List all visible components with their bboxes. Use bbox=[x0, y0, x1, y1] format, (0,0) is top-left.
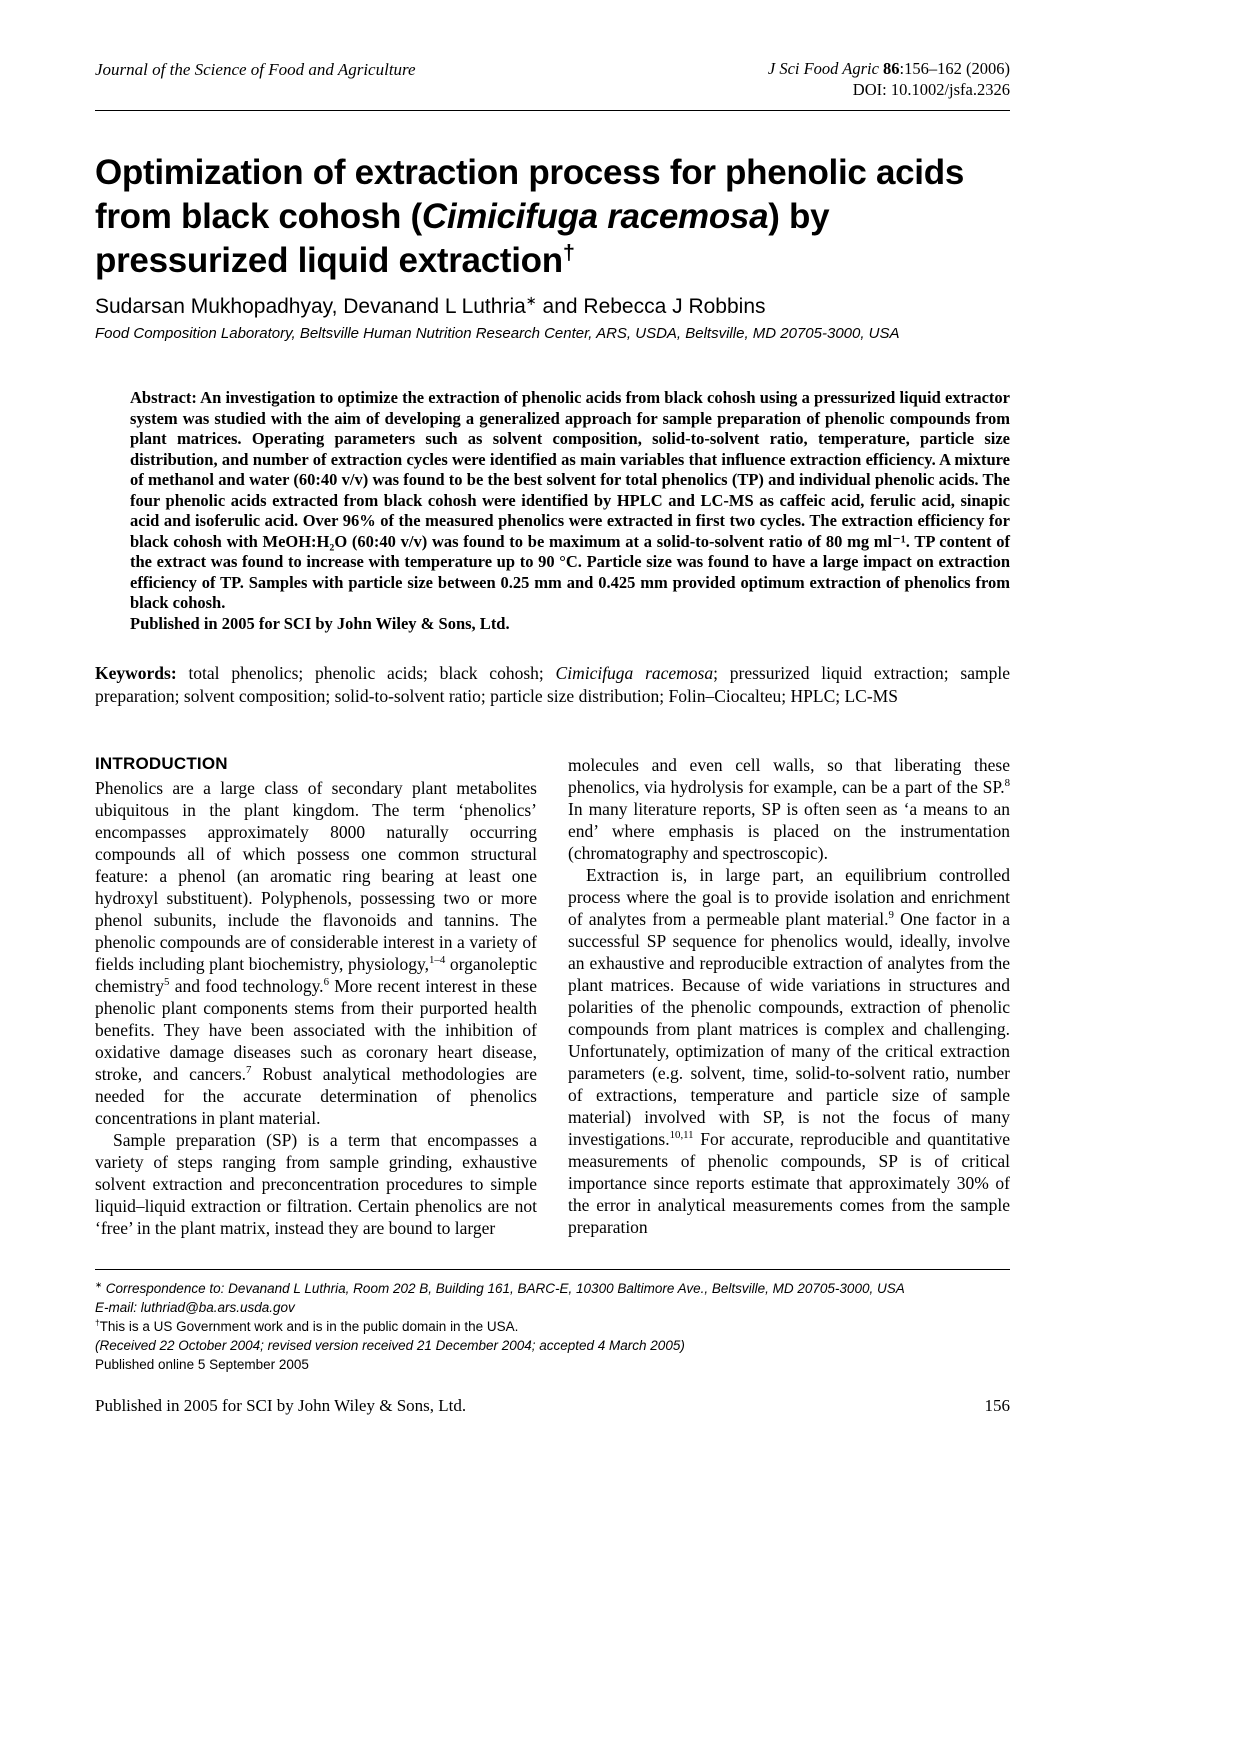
paragraph: Extraction is, in large part, an equilibrium controlled process where the goal is to provide isolation and enrichment of analytes from a permeable plant material.$^9$ One factor in a successful SP sequence for phenolics would, ideally, involve an exhaustive and reproducible extraction of analytes from the plant matrices. Because of wide variations in structures and polarities of the phenolic compounds, extraction of phenolic compounds from plant matrices is complex and challenging. Unfortunately, optimization of many of the critical extraction parameters (e.g. solvent, time, solid-to-solvent ratio, number of extractions, temperature and particle size of sample material) involved with SP, is not the focus of many investigations.$^{10,11}$ For accurate, reproducible and quantitative measurements of phenolic compounds, SP is of critical importance since reports estimate that approximately 30% of the error in analytical measurements comes from the sample preparation bbox=[568, 865, 1010, 1237]
keywords: Keywords: total phenolics; phenolic acids; black cohosh; Cimicifuga racemosa; pressurized liquid extraction; sample preparation; solvent composition; solid-to-solvent ratio; particle size distribution; Folin–Ciocalteu; HPLC; LC-MS bbox=[95, 663, 1010, 706]
abstract bbox=[130, 388, 1010, 634]
publisher-line: Published in 2005 for SCI by John Wiley & Sons, Ltd. bbox=[95, 1396, 467, 1415]
page-number: 156 bbox=[984, 1396, 1010, 1415]
introduction-section bbox=[95, 754, 1010, 1239]
abstract-text: Abstract: An investigation to optimize the extraction of phenolic acids from black cohosh using a pressurized liquid extractor system was studied with the aim of developing a generalized approach for sample preparation of phenolic compounds from plant matrices. Operating parameters such as solvent composition, solid-to-solvent ratio, temperature, particle size distribution, and number of extraction cycles were identified as main variables that influence extraction efficiency. A mixture of methanol and water (60:40 v/v) was found to be the best solvent for total phenolics (TP) and individual phenolic acids. The four phenolic acids extracted from black cohosh were identified by HPLC and LC-MS as caffeic acid, ferulic acid, sinapic acid and isoferulic acid. Over 96% of the measured phenolics were extracted in first two cycles. The extraction efficiency for black cohosh with MeOH:H₂O (60:40 v/v) was found to be maximum at a solid-to-solvent ratio of 80 mg ml⁻¹. TP content of the extract was found to increase with temperature up to 90 °C. Particle size was found to have a large impact on extraction efficiency of TP. Samples with particle size between 0.25 mm and 0.425 mm provided optimum extraction of phenolics from black cohosh. bbox=[130, 388, 1010, 612]
doi: DOI: 10.1002/jsfa.2326 bbox=[852, 80, 1010, 99]
footnotes bbox=[95, 1279, 1010, 1374]
footnote-divider bbox=[95, 1269, 1010, 1270]
paragraph: molecules and even cell walls, so that liberating these phenolics, via hydrolysis for example, can be a part of the SP.$^8$ In many literature reports, SP is often seen as ‘a means to an end’ where emphasis is placed on the instrumentation (chromatography and spectroscopic). bbox=[568, 755, 1010, 863]
citation-block bbox=[768, 58, 1010, 100]
email-note: E-mail: luthriad@ba.ars.usda.gov bbox=[95, 1300, 295, 1315]
page bbox=[95, 0, 1010, 1416]
paragraph: Phenolics are a large class of secondary plant metabolites ubiquitous in the plant kingdom. The term ‘phenolics’ encompasses approximately 8000 naturally occurring compounds all of which possess one common structural feature: a phenol (an aromatic ring bearing at least one hydroxyl substituent). Polyphenols, possessing two or more phenol subunits, include the flavonoids and tannins. The phenolic compounds are of considerable interest in a variety of fields including plant biochemistry, physiology,$^{1-4}$ organoleptic chemistry$^5$ and food technology.$^6$ More recent interest in these phenolic plant components stems from their purported health benefits. They have been associated with the inhibition of oxidative damage diseases such as coronary heart disease, stroke, and cancers.$^7$ Robust analytical methodologies are needed for the accurate determination of phenolics concentrations in plant material. bbox=[95, 778, 537, 1128]
column-right bbox=[568, 754, 1010, 1239]
article-title: Optimization of extraction process for phenolic acids from black cohosh (Cimicifuga racemosa) by pressurized liquid extraction† bbox=[95, 153, 964, 280]
published-online-note: Published online 5 September 2005 bbox=[95, 1357, 309, 1372]
paragraph: Sample preparation (SP) is a term that encompasses a variety of steps ranging from sample grinding, exhaustive solvent extraction and preconcentration procedures to simple liquid–liquid extraction or filtration. Certain phenolics are not ‘free’ in the plant matrix, instead they are bound to larger bbox=[95, 1130, 537, 1238]
citation: J Sci Food Agric 86:156–162 (2006) bbox=[767, 59, 1010, 78]
page-footer bbox=[95, 1396, 1010, 1416]
affiliation: Food Composition Laboratory, Beltsville Human Nutrition Research Center, ARS, USDA, Beltsville, MD 20705-3000, USA bbox=[95, 325, 900, 342]
abstract-published-line: Published in 2005 for SCI by John Wiley & Sons, Ltd. bbox=[130, 613, 510, 633]
government-work-note: †This is a US Government work and is in the public domain in the USA. bbox=[95, 1317, 519, 1334]
column-left bbox=[95, 754, 537, 1239]
section-heading-introduction: INTRODUCTION bbox=[95, 754, 228, 773]
journal-header bbox=[95, 0, 1010, 100]
authors: Sudarsan Mukhopadhyay, Devanand L Luthria∗ and Rebecca J Robbins bbox=[95, 293, 766, 318]
received-dates-note: (Received 22 October 2004; revised version received 21 December 2004; accepted 4 March 2005) bbox=[95, 1338, 685, 1353]
journal-name: Journal of the Science of Food and Agriculture bbox=[95, 60, 416, 79]
header-divider bbox=[95, 110, 1010, 111]
correspondence-note: ∗ Correspondence to: Devanand L Luthria, Room 202 B, Building 161, BARC-E, 10300 Baltimore Ave., Beltsville, MD 20705-3000, USA bbox=[95, 1279, 905, 1296]
